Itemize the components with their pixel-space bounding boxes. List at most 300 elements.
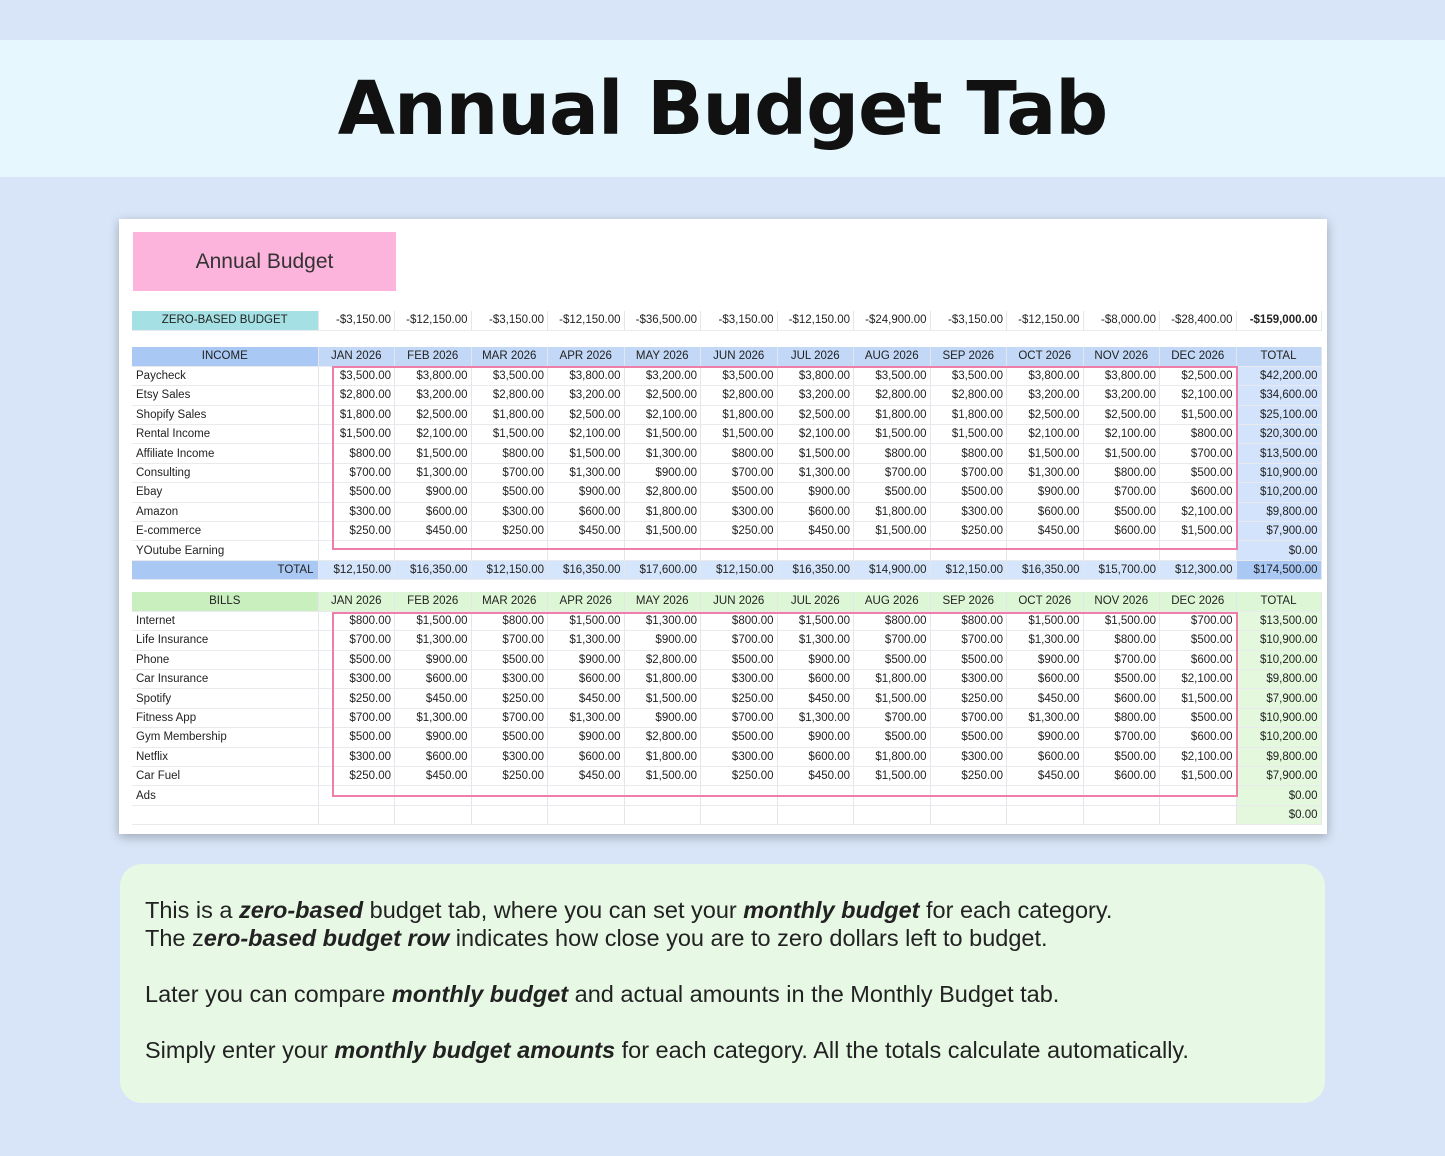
month-header: OCT 2026 xyxy=(1007,347,1084,366)
budget-cell[interactable]: $250.00 xyxy=(471,767,548,786)
month-header: MAY 2026 xyxy=(624,592,701,611)
budget-cell[interactable]: $250.00 xyxy=(701,767,778,786)
budget-cell[interactable]: $250.00 xyxy=(318,767,395,786)
category-label[interactable]: Etsy Sales xyxy=(132,386,318,405)
budget-cell[interactable]: $300.00 xyxy=(701,747,778,766)
budget-cell[interactable]: $1,500.00 xyxy=(1160,522,1237,541)
budget-cell[interactable]: $1,500.00 xyxy=(1160,689,1237,708)
budget-cell[interactable]: $800.00 xyxy=(1083,463,1160,482)
month-header: JUL 2026 xyxy=(777,592,854,611)
budget-cell[interactable]: $450.00 xyxy=(1007,522,1084,541)
category-label[interactable]: E-commerce xyxy=(132,522,318,541)
budget-cell[interactable]: $900.00 xyxy=(624,708,701,727)
budget-cell[interactable]: $600.00 xyxy=(395,502,472,521)
budget-cell[interactable]: $500.00 xyxy=(854,483,931,502)
budget-cell[interactable]: $500.00 xyxy=(1160,463,1237,482)
budget-cell[interactable]: $500.00 xyxy=(930,483,1007,502)
budget-cell[interactable]: $2,800.00 xyxy=(701,386,778,405)
budget-cell[interactable]: $250.00 xyxy=(318,689,395,708)
budget-cell[interactable]: $500.00 xyxy=(471,483,548,502)
budget-cell[interactable]: $300.00 xyxy=(471,502,548,521)
budget-cell[interactable] xyxy=(854,541,931,560)
title-banner xyxy=(0,40,1445,177)
budget-cell[interactable]: $1,300.00 xyxy=(548,631,625,650)
budget-cell[interactable]: $1,300.00 xyxy=(777,463,854,482)
category-label[interactable]: Spotify xyxy=(132,689,318,708)
budget-cell[interactable]: $600.00 xyxy=(1083,522,1160,541)
budget-cell[interactable]: $1,500.00 xyxy=(854,689,931,708)
budget-cell[interactable]: $1,500.00 xyxy=(777,611,854,630)
budget-cell[interactable]: $600.00 xyxy=(1007,747,1084,766)
budget-cell[interactable]: $1,500.00 xyxy=(1160,405,1237,424)
budget-cell[interactable]: $450.00 xyxy=(548,522,625,541)
budget-cell[interactable]: $600.00 xyxy=(548,747,625,766)
budget-cell[interactable]: $1,800.00 xyxy=(854,502,931,521)
budget-cell[interactable]: $500.00 xyxy=(930,728,1007,747)
budget-cell[interactable]: $800.00 xyxy=(318,444,395,463)
budget-cell[interactable]: $700.00 xyxy=(930,708,1007,727)
budget-cell[interactable]: $1,300.00 xyxy=(395,631,472,650)
budget-cell[interactable]: $2,800.00 xyxy=(854,386,931,405)
budget-cell[interactable]: $800.00 xyxy=(854,444,931,463)
budget-cell[interactable]: $2,500.00 xyxy=(624,386,701,405)
budget-cell[interactable]: $1,300.00 xyxy=(777,708,854,727)
budget-cell[interactable]: $700.00 xyxy=(318,463,395,482)
row-total: $42,200.00 xyxy=(1236,366,1321,385)
row-total: $13,500.00 xyxy=(1236,444,1321,463)
budget-cell[interactable]: $500.00 xyxy=(1083,747,1160,766)
budget-cell[interactable]: $1,500.00 xyxy=(395,444,472,463)
emphasis-text: monthly budget xyxy=(743,897,920,923)
budget-cell[interactable]: $1,500.00 xyxy=(1007,611,1084,630)
budget-cell[interactable]: $900.00 xyxy=(777,728,854,747)
budget-cell[interactable] xyxy=(471,786,548,805)
budget-cell[interactable]: $3,200.00 xyxy=(395,386,472,405)
budget-cell[interactable]: $3,800.00 xyxy=(1007,366,1084,385)
budget-cell[interactable]: $1,300.00 xyxy=(1007,463,1084,482)
budget-cell[interactable]: $900.00 xyxy=(548,650,625,669)
budget-cell[interactable]: $2,100.00 xyxy=(548,425,625,444)
budget-cell[interactable] xyxy=(1160,541,1237,560)
budget-cell[interactable]: $600.00 xyxy=(1083,689,1160,708)
budget-cell[interactable]: $1,800.00 xyxy=(854,405,931,424)
category-label[interactable]: Amazon xyxy=(132,502,318,521)
budget-cell[interactable]: $1,800.00 xyxy=(701,405,778,424)
budget-cell[interactable] xyxy=(1007,541,1084,560)
category-label[interactable]: Ebay xyxy=(132,483,318,502)
category-label[interactable]: Shopify Sales xyxy=(132,405,318,424)
budget-cell[interactable]: $600.00 xyxy=(548,670,625,689)
budget-cell[interactable]: $700.00 xyxy=(471,631,548,650)
budget-cell[interactable]: $3,800.00 xyxy=(1083,366,1160,385)
budget-cell[interactable]: $700.00 xyxy=(854,631,931,650)
budget-cell[interactable]: $250.00 xyxy=(930,522,1007,541)
budget-cell[interactable]: $600.00 xyxy=(1007,670,1084,689)
category-label[interactable]: Rental Income xyxy=(132,425,318,444)
budget-cell[interactable]: $1,500.00 xyxy=(624,689,701,708)
budget-cell[interactable] xyxy=(777,805,854,824)
row-total: $10,200.00 xyxy=(1236,728,1321,747)
emphasis-text: ero-based budget row xyxy=(203,925,450,951)
budget-cell[interactable]: $3,200.00 xyxy=(777,386,854,405)
budget-cell[interactable]: $3,500.00 xyxy=(854,366,931,385)
category-label[interactable]: Consulting xyxy=(132,463,318,482)
budget-cell[interactable] xyxy=(854,786,931,805)
budget-cell[interactable]: $2,100.00 xyxy=(1160,747,1237,766)
budget-cell[interactable]: $1,300.00 xyxy=(395,708,472,727)
budget-cell[interactable]: $700.00 xyxy=(471,463,548,482)
budget-cell[interactable]: $800.00 xyxy=(701,444,778,463)
budget-cell[interactable]: $1,300.00 xyxy=(548,463,625,482)
month-header: AUG 2026 xyxy=(854,347,931,366)
budget-cell[interactable]: $3,500.00 xyxy=(318,366,395,385)
budget-cell[interactable]: $3,200.00 xyxy=(1083,386,1160,405)
budget-cell[interactable]: $800.00 xyxy=(1083,631,1160,650)
budget-cell[interactable]: $1,300.00 xyxy=(777,631,854,650)
category-label[interactable]: Car Fuel xyxy=(132,767,318,786)
budget-cell[interactable]: $300.00 xyxy=(930,670,1007,689)
row-total: $0.00 xyxy=(1236,541,1321,560)
budget-cell[interactable]: $700.00 xyxy=(1083,650,1160,669)
category-label[interactable]: Paycheck xyxy=(132,366,318,385)
budget-cell[interactable]: $600.00 xyxy=(777,747,854,766)
budget-cell[interactable]: $500.00 xyxy=(854,650,931,669)
emphasis-text: monthly budget amounts xyxy=(334,1037,616,1063)
budget-cell[interactable]: $2,800.00 xyxy=(930,386,1007,405)
budget-cell[interactable] xyxy=(701,541,778,560)
budget-cell[interactable]: $500.00 xyxy=(701,483,778,502)
budget-cell[interactable]: $700.00 xyxy=(318,708,395,727)
budget-cell[interactable]: $800.00 xyxy=(471,444,548,463)
budget-cell[interactable]: $1,500.00 xyxy=(854,425,931,444)
budget-cell[interactable]: $700.00 xyxy=(854,708,931,727)
budget-cell[interactable]: $900.00 xyxy=(395,650,472,669)
budget-cell[interactable]: $500.00 xyxy=(1160,631,1237,650)
budget-cell[interactable]: $1,500.00 xyxy=(624,522,701,541)
budget-cell[interactable]: $900.00 xyxy=(395,483,472,502)
budget-cell[interactable] xyxy=(1160,805,1237,824)
budget-cell[interactable] xyxy=(624,786,701,805)
budget-cell[interactable]: $300.00 xyxy=(471,747,548,766)
budget-cell[interactable]: $1,800.00 xyxy=(930,405,1007,424)
budget-cell[interactable]: $900.00 xyxy=(1007,483,1084,502)
budget-cell[interactable]: $500.00 xyxy=(701,650,778,669)
budget-cell[interactable]: $800.00 xyxy=(854,611,931,630)
budget-cell[interactable]: $800.00 xyxy=(930,611,1007,630)
budget-cell[interactable]: $450.00 xyxy=(1007,767,1084,786)
budget-cell[interactable]: $1,500.00 xyxy=(1160,767,1237,786)
budget-cell[interactable]: $500.00 xyxy=(1083,670,1160,689)
budget-cell[interactable] xyxy=(930,786,1007,805)
budget-cell[interactable]: $1,300.00 xyxy=(1007,631,1084,650)
budget-cell[interactable]: $600.00 xyxy=(1160,650,1237,669)
budget-cell[interactable]: $1,500.00 xyxy=(624,767,701,786)
budget-cell[interactable]: $1,500.00 xyxy=(1083,444,1160,463)
budget-cell[interactable]: $2,500.00 xyxy=(1083,405,1160,424)
budget-cell[interactable]: $2,100.00 xyxy=(1083,425,1160,444)
budget-cell[interactable]: $300.00 xyxy=(318,670,395,689)
budget-cell[interactable]: $3,200.00 xyxy=(624,366,701,385)
budget-cell[interactable]: $500.00 xyxy=(471,650,548,669)
budget-cell[interactable] xyxy=(930,541,1007,560)
budget-cell[interactable]: $700.00 xyxy=(930,631,1007,650)
budget-cell[interactable] xyxy=(548,805,625,824)
budget-cell[interactable]: $1,300.00 xyxy=(624,611,701,630)
budget-cell[interactable]: $450.00 xyxy=(395,767,472,786)
budget-cell[interactable]: $450.00 xyxy=(1007,689,1084,708)
table-row xyxy=(132,805,1321,824)
budget-cell[interactable]: $2,800.00 xyxy=(624,728,701,747)
budget-cell[interactable]: $500.00 xyxy=(471,728,548,747)
budget-cell[interactable]: $600.00 xyxy=(1160,728,1237,747)
row-total: $13,500.00 xyxy=(1236,611,1321,630)
budget-cell[interactable]: $2,800.00 xyxy=(624,483,701,502)
budget-cell[interactable]: $700.00 xyxy=(930,463,1007,482)
budget-cell[interactable] xyxy=(1160,786,1237,805)
table-row xyxy=(132,483,1321,502)
budget-cell[interactable]: $2,100.00 xyxy=(624,405,701,424)
budget-cell[interactable]: $800.00 xyxy=(318,611,395,630)
budget-cell[interactable]: $2,500.00 xyxy=(1160,366,1237,385)
budget-cell[interactable] xyxy=(548,786,625,805)
budget-cell[interactable]: $3,800.00 xyxy=(395,366,472,385)
budget-cell[interactable]: $500.00 xyxy=(854,728,931,747)
budget-cell[interactable]: $900.00 xyxy=(1007,728,1084,747)
budget-cell[interactable]: $250.00 xyxy=(471,689,548,708)
budget-cell[interactable]: $2,100.00 xyxy=(1160,502,1237,521)
budget-cell[interactable]: $250.00 xyxy=(318,522,395,541)
budget-cell[interactable]: $2,800.00 xyxy=(624,650,701,669)
table-row xyxy=(132,502,1321,521)
table-row xyxy=(132,689,1321,708)
budget-cell[interactable]: $900.00 xyxy=(548,728,625,747)
budget-cell[interactable]: $1,800.00 xyxy=(624,747,701,766)
budget-cell[interactable]: $300.00 xyxy=(318,747,395,766)
budget-cell[interactable]: $600.00 xyxy=(1083,767,1160,786)
budget-cell[interactable]: $1,500.00 xyxy=(624,425,701,444)
row-total: $20,300.00 xyxy=(1236,425,1321,444)
budget-cell[interactable]: $3,500.00 xyxy=(471,366,548,385)
budget-cell[interactable]: $2,500.00 xyxy=(777,405,854,424)
budget-cell[interactable]: $450.00 xyxy=(395,689,472,708)
budget-cell[interactable]: $1,500.00 xyxy=(471,425,548,444)
budget-cell[interactable]: $450.00 xyxy=(777,689,854,708)
category-label[interactable]: Ads xyxy=(132,786,318,805)
budget-cell[interactable]: $250.00 xyxy=(930,689,1007,708)
budget-cell[interactable]: $1,500.00 xyxy=(318,425,395,444)
budget-cell[interactable] xyxy=(471,805,548,824)
zero-based-cell: -$12,150.00 xyxy=(1007,311,1084,330)
budget-cell[interactable]: $3,800.00 xyxy=(777,366,854,385)
budget-cell[interactable]: $700.00 xyxy=(854,463,931,482)
budget-cell[interactable]: $500.00 xyxy=(318,650,395,669)
budget-cell[interactable]: $700.00 xyxy=(701,463,778,482)
budget-cell[interactable]: $250.00 xyxy=(701,689,778,708)
budget-cell[interactable]: $3,500.00 xyxy=(930,366,1007,385)
budget-cell[interactable]: $250.00 xyxy=(930,767,1007,786)
month-total: $14,900.00 xyxy=(854,560,931,579)
budget-cell[interactable] xyxy=(395,541,472,560)
budget-cell[interactable]: $600.00 xyxy=(1160,483,1237,502)
budget-cell[interactable]: $500.00 xyxy=(701,728,778,747)
budget-cell[interactable]: $1,500.00 xyxy=(395,611,472,630)
budget-cell[interactable] xyxy=(318,805,395,824)
budget-cell[interactable]: $2,100.00 xyxy=(395,425,472,444)
zero-based-budget-row xyxy=(132,311,1322,331)
month-total: $12,300.00 xyxy=(1160,560,1237,579)
budget-cell[interactable]: $300.00 xyxy=(318,502,395,521)
budget-cell[interactable]: $250.00 xyxy=(701,522,778,541)
budget-cell[interactable]: $700.00 xyxy=(1083,483,1160,502)
budget-cell[interactable] xyxy=(395,786,472,805)
budget-cell[interactable] xyxy=(777,786,854,805)
category-label[interactable]: Affiliate Income xyxy=(132,444,318,463)
budget-cell[interactable]: $700.00 xyxy=(701,631,778,650)
note-text: for each category. All the totals calculate automatically. xyxy=(615,1037,1189,1063)
budget-cell[interactable] xyxy=(1007,786,1084,805)
budget-cell[interactable]: $700.00 xyxy=(1083,728,1160,747)
budget-cell[interactable] xyxy=(930,805,1007,824)
budget-cell[interactable] xyxy=(624,541,701,560)
budget-cell[interactable]: $2,100.00 xyxy=(1007,425,1084,444)
category-label[interactable] xyxy=(132,805,318,824)
budget-cell[interactable]: $450.00 xyxy=(777,522,854,541)
budget-cell[interactable]: $700.00 xyxy=(701,708,778,727)
budget-cell[interactable]: $2,800.00 xyxy=(471,386,548,405)
budget-cell[interactable]: $800.00 xyxy=(930,444,1007,463)
budget-cell[interactable]: $3,200.00 xyxy=(548,386,625,405)
budget-cell[interactable]: $500.00 xyxy=(930,650,1007,669)
budget-cell[interactable]: $3,500.00 xyxy=(701,366,778,385)
category-label[interactable]: Life Insurance xyxy=(132,631,318,650)
budget-cell[interactable]: $800.00 xyxy=(471,611,548,630)
row-total: $7,900.00 xyxy=(1236,522,1321,541)
budget-cell[interactable]: $2,100.00 xyxy=(777,425,854,444)
budget-cell[interactable]: $1,800.00 xyxy=(624,502,701,521)
budget-cell[interactable]: $300.00 xyxy=(930,502,1007,521)
budget-cell[interactable]: $450.00 xyxy=(548,767,625,786)
budget-cell[interactable]: $1,500.00 xyxy=(701,425,778,444)
budget-cell[interactable]: $1,500.00 xyxy=(1007,444,1084,463)
budget-cell[interactable]: $500.00 xyxy=(318,483,395,502)
category-label[interactable]: Internet xyxy=(132,611,318,630)
budget-cell[interactable]: $500.00 xyxy=(318,728,395,747)
budget-cell[interactable]: $900.00 xyxy=(777,483,854,502)
budget-cell[interactable] xyxy=(701,805,778,824)
budget-cell[interactable]: $600.00 xyxy=(1007,502,1084,521)
category-label[interactable]: YOutube Earning xyxy=(132,541,318,560)
budget-cell[interactable]: $1,500.00 xyxy=(777,444,854,463)
budget-cell[interactable] xyxy=(701,786,778,805)
budget-cell[interactable]: $250.00 xyxy=(471,522,548,541)
month-total: $16,350.00 xyxy=(548,560,625,579)
budget-cell[interactable]: $1,500.00 xyxy=(548,444,625,463)
emphasis-text: monthly budget xyxy=(391,981,569,1007)
budget-cell[interactable]: $2,500.00 xyxy=(395,405,472,424)
budget-cell[interactable]: $1,500.00 xyxy=(548,611,625,630)
budget-cell[interactable]: $1,800.00 xyxy=(854,670,931,689)
category-label[interactable]: Phone xyxy=(132,650,318,669)
category-label[interactable]: Netflix xyxy=(132,747,318,766)
budget-cell[interactable]: $300.00 xyxy=(701,502,778,521)
budget-cell[interactable]: $1,300.00 xyxy=(1007,708,1084,727)
budget-cell[interactable]: $700.00 xyxy=(1160,444,1237,463)
budget-cell[interactable] xyxy=(777,541,854,560)
budget-cell[interactable] xyxy=(548,541,625,560)
budget-cell[interactable] xyxy=(1083,541,1160,560)
budget-cell[interactable]: $500.00 xyxy=(1083,502,1160,521)
budget-cell[interactable]: $900.00 xyxy=(777,650,854,669)
budget-cell[interactable]: $1,500.00 xyxy=(930,425,1007,444)
budget-cell[interactable]: $900.00 xyxy=(1007,650,1084,669)
budget-cell[interactable]: $3,800.00 xyxy=(548,366,625,385)
budget-cell[interactable] xyxy=(624,805,701,824)
budget-cell[interactable]: $1,500.00 xyxy=(854,522,931,541)
budget-cell[interactable]: $2,100.00 xyxy=(1160,386,1237,405)
budget-cell[interactable] xyxy=(471,541,548,560)
budget-cell[interactable]: $900.00 xyxy=(548,483,625,502)
budget-cell[interactable]: $1,500.00 xyxy=(1083,611,1160,630)
budget-cell[interactable]: $700.00 xyxy=(318,631,395,650)
budget-cell[interactable]: $3,200.00 xyxy=(1007,386,1084,405)
budget-cell[interactable]: $600.00 xyxy=(777,502,854,521)
budget-cell[interactable] xyxy=(318,786,395,805)
budget-cell[interactable] xyxy=(1083,786,1160,805)
budget-cell[interactable]: $1,800.00 xyxy=(471,405,548,424)
budget-cell[interactable]: $700.00 xyxy=(1160,611,1237,630)
budget-cell[interactable]: $1,300.00 xyxy=(548,708,625,727)
budget-cell[interactable]: $1,300.00 xyxy=(395,463,472,482)
budget-cell[interactable]: $450.00 xyxy=(395,522,472,541)
budget-cell[interactable]: $300.00 xyxy=(701,670,778,689)
budget-cell[interactable]: $300.00 xyxy=(930,747,1007,766)
budget-cell[interactable]: $800.00 xyxy=(1160,425,1237,444)
budget-cell[interactable]: $600.00 xyxy=(395,670,472,689)
budget-cell[interactable]: $600.00 xyxy=(395,747,472,766)
budget-cell[interactable]: $2,800.00 xyxy=(318,386,395,405)
budget-cell[interactable]: $600.00 xyxy=(777,670,854,689)
budget-cell[interactable]: $700.00 xyxy=(471,708,548,727)
budget-cell[interactable]: $1,800.00 xyxy=(854,747,931,766)
budget-cell[interactable]: $300.00 xyxy=(471,670,548,689)
budget-cell[interactable] xyxy=(395,805,472,824)
budget-cell[interactable] xyxy=(854,805,931,824)
budget-cell[interactable]: $900.00 xyxy=(624,631,701,650)
budget-cell[interactable]: $600.00 xyxy=(548,502,625,521)
budget-cell[interactable]: $500.00 xyxy=(1160,708,1237,727)
budget-cell[interactable]: $450.00 xyxy=(548,689,625,708)
budget-cell[interactable] xyxy=(1083,805,1160,824)
category-label[interactable]: Gym Membership xyxy=(132,728,318,747)
budget-cell[interactable] xyxy=(318,541,395,560)
budget-cell[interactable]: $2,500.00 xyxy=(548,405,625,424)
budget-cell[interactable]: $1,300.00 xyxy=(624,444,701,463)
budget-cell[interactable]: $1,800.00 xyxy=(318,405,395,424)
category-label[interactable]: Car Insurance xyxy=(132,670,318,689)
budget-cell[interactable]: $800.00 xyxy=(1083,708,1160,727)
total-header: TOTAL xyxy=(1236,592,1321,611)
budget-cell[interactable]: $800.00 xyxy=(701,611,778,630)
budget-cell[interactable]: $2,500.00 xyxy=(1007,405,1084,424)
budget-cell[interactable]: $1,500.00 xyxy=(854,767,931,786)
budget-cell[interactable]: $450.00 xyxy=(777,767,854,786)
budget-cell[interactable]: $2,100.00 xyxy=(1160,670,1237,689)
budget-cell[interactable]: $1,800.00 xyxy=(624,670,701,689)
category-label[interactable]: Fitness App xyxy=(132,708,318,727)
budget-cell[interactable]: $900.00 xyxy=(395,728,472,747)
budget-cell[interactable]: $900.00 xyxy=(624,463,701,482)
budget-cell[interactable] xyxy=(1007,805,1084,824)
